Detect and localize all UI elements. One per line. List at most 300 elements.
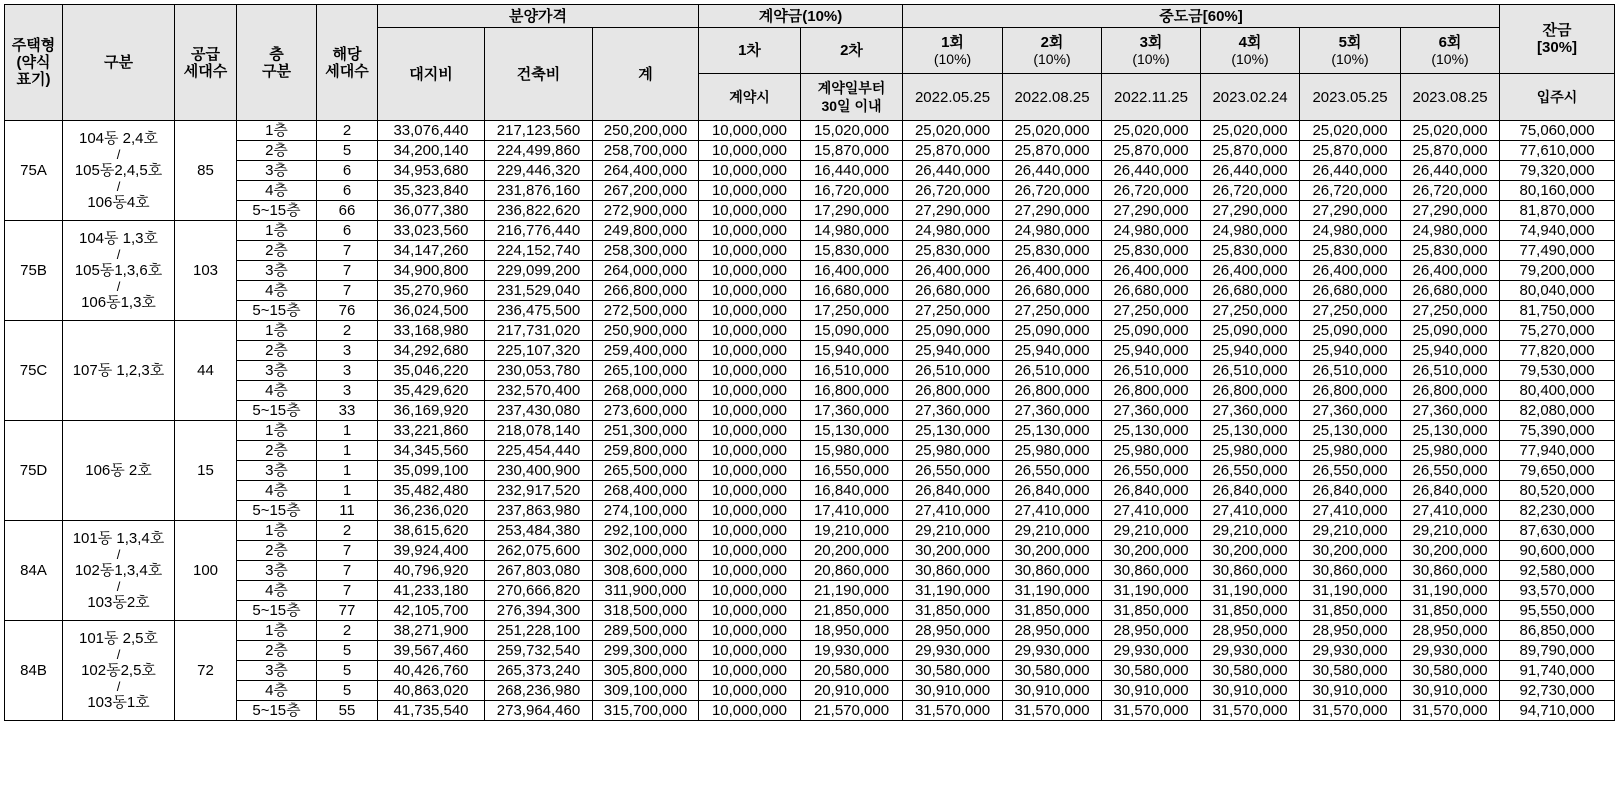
deposit-2-cell: 18,950,000 — [801, 621, 903, 641]
interim-1-cell: 26,680,000 — [903, 281, 1003, 301]
interim-6-cell: 30,910,000 — [1401, 681, 1500, 701]
interim-5-cell: 26,440,000 — [1300, 161, 1401, 181]
building-cost-cell: 230,053,780 — [485, 361, 593, 381]
balance-cell: 80,040,000 — [1500, 281, 1615, 301]
deposit-2-cell: 15,090,000 — [801, 321, 903, 341]
interim-6-cell: 26,840,000 — [1401, 481, 1500, 501]
units-cell: 1 — [317, 461, 378, 481]
interim-4-cell: 30,200,000 — [1201, 541, 1300, 561]
building-cost-cell: 224,152,740 — [485, 241, 593, 261]
interim-2-cell: 26,400,000 — [1003, 261, 1102, 281]
interim-2-cell: 26,800,000 — [1003, 381, 1102, 401]
balance-cell: 79,320,000 — [1500, 161, 1615, 181]
table-row — [5, 261, 1615, 281]
land-cost-cell: 38,615,620 — [378, 521, 485, 541]
deposit-2-cell: 21,190,000 — [801, 581, 903, 601]
deposit-1-cell: 10,000,000 — [699, 141, 801, 161]
deposit-1-cell: 10,000,000 — [699, 461, 801, 481]
category-line: 103동2호 — [87, 593, 150, 611]
land-cost-cell: 41,233,180 — [378, 581, 485, 601]
balance-cell: 86,850,000 — [1500, 621, 1615, 641]
interim-5-cell: 26,400,000 — [1300, 261, 1401, 281]
interim-5-cell: 26,550,000 — [1300, 461, 1401, 481]
land-cost-cell: 42,105,700 — [378, 601, 485, 621]
interim-1-cell: 27,410,000 — [903, 501, 1003, 521]
deposit-2-cell: 19,930,000 — [801, 641, 903, 661]
deposit-1-cell: 10,000,000 — [699, 341, 801, 361]
balance-cell: 77,940,000 — [1500, 441, 1615, 461]
total-price-cell: 268,400,000 — [593, 481, 699, 501]
building-cost-cell: 231,876,160 — [485, 181, 593, 201]
interim-1-cell: 26,840,000 — [903, 481, 1003, 501]
units-cell: 76 — [317, 301, 378, 321]
interim-2-cell: 25,130,000 — [1003, 421, 1102, 441]
land-cost-cell: 35,323,840 — [378, 181, 485, 201]
units-cell: 66 — [317, 201, 378, 221]
housing-type-cell: 84B — [5, 621, 63, 721]
deposit-1-cell: 10,000,000 — [699, 641, 801, 661]
deposit-1-cell: 10,000,000 — [699, 161, 801, 181]
interim-2-cell: 26,440,000 — [1003, 161, 1102, 181]
interim-2-cell: 25,980,000 — [1003, 441, 1102, 461]
table-row — [5, 661, 1615, 681]
building-cost-cell: 229,099,200 — [485, 261, 593, 281]
units-cell: 7 — [317, 541, 378, 561]
separator-slash: / — [116, 546, 121, 562]
interim-5-cell: 25,940,000 — [1300, 341, 1401, 361]
floor-cell: 1층 — [237, 421, 317, 441]
interim-2-cell: 29,210,000 — [1003, 521, 1102, 541]
balance-cell: 92,730,000 — [1500, 681, 1615, 701]
deposit-2-cell: 20,910,000 — [801, 681, 903, 701]
interim-4-cell: 29,210,000 — [1201, 521, 1300, 541]
interim-3-cell: 31,850,000 — [1102, 601, 1201, 621]
units-cell: 5 — [317, 681, 378, 701]
deposit-1-cell: 10,000,000 — [699, 481, 801, 501]
deposit-1-cell: 10,000,000 — [699, 281, 801, 301]
balance-cell: 80,160,000 — [1500, 181, 1615, 201]
total-price-cell: 259,800,000 — [593, 441, 699, 461]
header-deposit: 계약금(10%) — [699, 5, 903, 28]
interim-5-cell: 30,910,000 — [1300, 681, 1401, 701]
land-cost-cell: 35,099,100 — [378, 461, 485, 481]
land-cost-cell: 39,924,400 — [378, 541, 485, 561]
header-total: 계 — [593, 28, 699, 121]
interim-4-cell: 30,910,000 — [1201, 681, 1300, 701]
interim-6-cell: 26,510,000 — [1401, 361, 1500, 381]
interim-2-cell: 30,860,000 — [1003, 561, 1102, 581]
total-price-cell: 264,400,000 — [593, 161, 699, 181]
interim-5-cell: 25,870,000 — [1300, 141, 1401, 161]
interim-6-cell: 27,250,000 — [1401, 301, 1500, 321]
deposit-1-cell: 10,000,000 — [699, 681, 801, 701]
deposit-2-cell: 17,360,000 — [801, 401, 903, 421]
separator-slash: / — [116, 278, 121, 294]
building-cost-cell: 267,803,080 — [485, 561, 593, 581]
interim-3-cell: 29,210,000 — [1102, 521, 1201, 541]
category-cell — [63, 621, 175, 721]
building-cost-cell: 273,964,460 — [485, 701, 593, 721]
sale-price-table — [4, 4, 1615, 721]
category-cell — [63, 521, 175, 621]
interim-1-cell: 31,190,000 — [903, 581, 1003, 601]
deposit-2-cell: 19,210,000 — [801, 521, 903, 541]
interim-6-cell: 29,210,000 — [1401, 521, 1500, 541]
deposit-2-cell: 16,440,000 — [801, 161, 903, 181]
deposit-2-cell: 20,580,000 — [801, 661, 903, 681]
land-cost-cell: 41,735,540 — [378, 701, 485, 721]
interim-3-cell: 26,720,000 — [1102, 181, 1201, 201]
units-cell: 7 — [317, 561, 378, 581]
deposit-1-cell: 10,000,000 — [699, 301, 801, 321]
balance-cell: 77,610,000 — [1500, 141, 1615, 161]
interim-1-cell: 30,910,000 — [903, 681, 1003, 701]
floor-cell: 4층 — [237, 481, 317, 501]
category-line: 101동 1,3,4호 — [72, 529, 165, 547]
deposit-1-cell: 10,000,000 — [699, 321, 801, 341]
interim-3-cell: 26,440,000 — [1102, 161, 1201, 181]
interim-2-cell: 29,930,000 — [1003, 641, 1102, 661]
balance-cell: 75,060,000 — [1500, 121, 1615, 141]
interim-4-cell: 31,190,000 — [1201, 581, 1300, 601]
separator-slash: / — [116, 246, 121, 262]
header-category: 구분 — [63, 5, 175, 121]
interim-4-cell: 25,020,000 — [1201, 121, 1300, 141]
header-units: 해당 세대수 — [317, 5, 378, 121]
deposit-1-cell: 10,000,000 — [699, 601, 801, 621]
table-row — [5, 181, 1615, 201]
land-cost-cell: 39,567,460 — [378, 641, 485, 661]
total-price-cell: 274,100,000 — [593, 501, 699, 521]
interim-6-cell: 26,680,000 — [1401, 281, 1500, 301]
interim-3-cell: 25,130,000 — [1102, 421, 1201, 441]
interim-2-cell: 26,840,000 — [1003, 481, 1102, 501]
interim-5-cell: 29,210,000 — [1300, 521, 1401, 541]
units-cell: 3 — [317, 381, 378, 401]
header-interim-1: 1회 (10%) — [903, 28, 1003, 74]
interim-2-cell: 25,830,000 — [1003, 241, 1102, 261]
building-cost-cell: 231,529,040 — [485, 281, 593, 301]
deposit-2-cell: 16,800,000 — [801, 381, 903, 401]
interim-6-cell: 25,020,000 — [1401, 121, 1500, 141]
total-price-cell: 265,100,000 — [593, 361, 699, 381]
deposit-2-cell: 16,550,000 — [801, 461, 903, 481]
header-interim-4: 4회 (10%) — [1201, 28, 1300, 74]
units-cell: 2 — [317, 321, 378, 341]
interim-3-cell: 31,190,000 — [1102, 581, 1201, 601]
total-price-cell: 267,200,000 — [593, 181, 699, 201]
deposit-1-cell: 10,000,000 — [699, 261, 801, 281]
category-line: 106동1,3호 — [81, 293, 156, 311]
supply-units-cell: 72 — [175, 621, 237, 721]
interim-6-cell: 26,800,000 — [1401, 381, 1500, 401]
interim-5-cell: 29,930,000 — [1300, 641, 1401, 661]
interim-3-cell: 26,400,000 — [1102, 261, 1201, 281]
category-line: 104동 2,4호 — [78, 129, 159, 147]
floor-cell: 3층 — [237, 561, 317, 581]
header-floor-category: 층 구분 — [237, 5, 317, 121]
balance-cell: 82,230,000 — [1500, 501, 1615, 521]
header-interim: 중도금[60%] — [903, 5, 1500, 28]
interim-5-cell: 27,410,000 — [1300, 501, 1401, 521]
total-price-cell: 250,200,000 — [593, 121, 699, 141]
building-cost-cell: 253,484,380 — [485, 521, 593, 541]
separator-slash: / — [116, 578, 121, 594]
deposit-1-cell: 10,000,000 — [699, 361, 801, 381]
deposit-2-cell: 15,020,000 — [801, 121, 903, 141]
floor-cell: 5~15층 — [237, 201, 317, 221]
interim-6-cell: 27,410,000 — [1401, 501, 1500, 521]
total-price-cell: 272,500,000 — [593, 301, 699, 321]
balance-cell: 81,750,000 — [1500, 301, 1615, 321]
category-cell — [63, 321, 175, 421]
units-cell: 5 — [317, 661, 378, 681]
building-cost-cell: 232,570,400 — [485, 381, 593, 401]
land-cost-cell: 35,429,620 — [378, 381, 485, 401]
units-cell: 5 — [317, 641, 378, 661]
building-cost-cell: 232,917,520 — [485, 481, 593, 501]
balance-cell: 91,740,000 — [1500, 661, 1615, 681]
total-price-cell: 299,300,000 — [593, 641, 699, 661]
building-cost-cell: 224,499,860 — [485, 141, 593, 161]
interim-2-cell: 25,090,000 — [1003, 321, 1102, 341]
building-cost-cell: 218,078,140 — [485, 421, 593, 441]
interim-6-cell: 25,130,000 — [1401, 421, 1500, 441]
housing-type-cell: 84A — [5, 521, 63, 621]
interim-5-cell: 27,360,000 — [1300, 401, 1401, 421]
interim-4-cell: 26,840,000 — [1201, 481, 1300, 501]
table-header — [5, 5, 1615, 121]
interim-6-cell: 26,440,000 — [1401, 161, 1500, 181]
separator-slash: / — [116, 146, 121, 162]
interim-5-cell: 31,850,000 — [1300, 601, 1401, 621]
interim-6-cell: 31,850,000 — [1401, 601, 1500, 621]
total-price-cell: 272,900,000 — [593, 201, 699, 221]
floor-cell: 4층 — [237, 281, 317, 301]
interim-1-cell: 25,090,000 — [903, 321, 1003, 341]
category-line: 106동 2호 — [85, 461, 152, 479]
category-line: 102동1,3,4호 — [74, 561, 163, 579]
interim-1-cell: 25,130,000 — [903, 421, 1003, 441]
table-row — [5, 381, 1615, 401]
deposit-1-cell: 10,000,000 — [699, 541, 801, 561]
interim-4-cell: 26,680,000 — [1201, 281, 1300, 301]
deposit-2-cell: 21,850,000 — [801, 601, 903, 621]
deposit-2-cell: 21,570,000 — [801, 701, 903, 721]
floor-cell: 1층 — [237, 221, 317, 241]
interim-3-cell: 24,980,000 — [1102, 221, 1201, 241]
interim-3-cell: 27,290,000 — [1102, 201, 1201, 221]
interim-2-cell: 30,580,000 — [1003, 661, 1102, 681]
interim-2-cell: 25,020,000 — [1003, 121, 1102, 141]
floor-cell: 2층 — [237, 541, 317, 561]
building-cost-cell: 276,394,300 — [485, 601, 593, 621]
interim-6-cell: 25,830,000 — [1401, 241, 1500, 261]
floor-cell: 5~15층 — [237, 301, 317, 321]
category-line: 102동2,5호 — [81, 661, 156, 679]
units-cell: 7 — [317, 261, 378, 281]
supply-units-cell: 103 — [175, 221, 237, 321]
total-price-cell: 249,800,000 — [593, 221, 699, 241]
interim-6-cell: 26,720,000 — [1401, 181, 1500, 201]
header-interim-2: 2회 (10%) — [1003, 28, 1102, 74]
interim-6-cell: 25,090,000 — [1401, 321, 1500, 341]
building-cost-cell: 237,430,080 — [485, 401, 593, 421]
interim-6-cell: 25,870,000 — [1401, 141, 1500, 161]
interim-5-cell: 24,980,000 — [1300, 221, 1401, 241]
interim-3-cell: 25,980,000 — [1102, 441, 1201, 461]
supply-units-cell: 15 — [175, 421, 237, 521]
deposit-1-cell: 10,000,000 — [699, 421, 801, 441]
interim-1-cell: 31,570,000 — [903, 701, 1003, 721]
deposit-1-cell: 10,000,000 — [699, 441, 801, 461]
interim-6-cell: 29,930,000 — [1401, 641, 1500, 661]
interim-2-cell: 25,870,000 — [1003, 141, 1102, 161]
interim-1-cell: 25,980,000 — [903, 441, 1003, 461]
header-sale-price: 분양가격 — [378, 5, 699, 28]
interim-3-cell: 27,360,000 — [1102, 401, 1201, 421]
floor-cell: 5~15층 — [237, 701, 317, 721]
interim-1-cell: 26,550,000 — [903, 461, 1003, 481]
header-deposit-1: 1차 — [699, 28, 801, 74]
floor-cell: 1층 — [237, 621, 317, 641]
category-line: 101동 2,5호 — [78, 629, 159, 647]
floor-cell: 5~15층 — [237, 401, 317, 421]
deposit-1-cell: 10,000,000 — [699, 561, 801, 581]
header-interim-5-date: 2023.05.25 — [1300, 74, 1401, 121]
total-price-cell: 318,500,000 — [593, 601, 699, 621]
deposit-1-cell: 10,000,000 — [699, 241, 801, 261]
interim-1-cell: 24,980,000 — [903, 221, 1003, 241]
units-cell: 3 — [317, 341, 378, 361]
header-land-cost: 대지비 — [378, 28, 485, 121]
floor-cell: 3층 — [237, 261, 317, 281]
balance-cell: 87,630,000 — [1500, 521, 1615, 541]
floor-cell: 5~15층 — [237, 501, 317, 521]
land-cost-cell: 36,236,020 — [378, 501, 485, 521]
units-cell: 55 — [317, 701, 378, 721]
table-row — [5, 521, 1615, 541]
interim-1-cell: 30,580,000 — [903, 661, 1003, 681]
deposit-1-cell: 10,000,000 — [699, 381, 801, 401]
units-cell: 2 — [317, 621, 378, 641]
category-cell — [63, 221, 175, 321]
category-line: 105동2,4,5호 — [74, 161, 163, 179]
interim-3-cell: 26,510,000 — [1102, 361, 1201, 381]
interim-1-cell: 25,020,000 — [903, 121, 1003, 141]
header-deposit-2-when: 계약일부터 30일 이내 — [801, 74, 903, 121]
header-interim-4-date: 2023.02.24 — [1201, 74, 1300, 121]
floor-cell: 4층 — [237, 381, 317, 401]
header-interim-1-date: 2022.05.25 — [903, 74, 1003, 121]
building-cost-cell: 225,454,440 — [485, 441, 593, 461]
land-cost-cell: 40,796,920 — [378, 561, 485, 581]
deposit-1-cell: 10,000,000 — [699, 521, 801, 541]
interim-5-cell: 31,570,000 — [1300, 701, 1401, 721]
building-cost-cell: 259,732,540 — [485, 641, 593, 661]
floor-cell: 2층 — [237, 641, 317, 661]
interim-4-cell: 27,250,000 — [1201, 301, 1300, 321]
land-cost-cell: 38,271,900 — [378, 621, 485, 641]
deposit-1-cell: 10,000,000 — [699, 621, 801, 641]
category-cell — [63, 421, 175, 521]
interim-4-cell: 30,580,000 — [1201, 661, 1300, 681]
table-row — [5, 701, 1615, 721]
interim-3-cell: 30,910,000 — [1102, 681, 1201, 701]
building-cost-cell: 225,107,320 — [485, 341, 593, 361]
floor-cell: 3층 — [237, 461, 317, 481]
deposit-2-cell: 15,940,000 — [801, 341, 903, 361]
balance-cell: 82,080,000 — [1500, 401, 1615, 421]
building-cost-cell: 236,475,500 — [485, 301, 593, 321]
land-cost-cell: 36,024,500 — [378, 301, 485, 321]
interim-5-cell: 26,800,000 — [1300, 381, 1401, 401]
total-price-cell: 311,900,000 — [593, 581, 699, 601]
interim-6-cell: 27,360,000 — [1401, 401, 1500, 421]
header-interim-6: 6회 (10%) — [1401, 28, 1500, 74]
land-cost-cell: 34,953,680 — [378, 161, 485, 181]
interim-5-cell: 26,840,000 — [1300, 481, 1401, 501]
deposit-2-cell: 15,980,000 — [801, 441, 903, 461]
balance-cell: 93,570,000 — [1500, 581, 1615, 601]
header-deposit-1-when: 계약시 — [699, 74, 801, 121]
table-row — [5, 581, 1615, 601]
housing-type-cell: 75A — [5, 121, 63, 221]
floor-cell: 1층 — [237, 321, 317, 341]
interim-4-cell: 31,850,000 — [1201, 601, 1300, 621]
interim-3-cell: 25,870,000 — [1102, 141, 1201, 161]
interim-5-cell: 28,950,000 — [1300, 621, 1401, 641]
interim-2-cell: 25,940,000 — [1003, 341, 1102, 361]
balance-cell: 79,650,000 — [1500, 461, 1615, 481]
interim-3-cell: 28,950,000 — [1102, 621, 1201, 641]
building-cost-cell: 217,731,020 — [485, 321, 593, 341]
interim-5-cell: 26,510,000 — [1300, 361, 1401, 381]
deposit-1-cell: 10,000,000 — [699, 661, 801, 681]
land-cost-cell: 34,900,800 — [378, 261, 485, 281]
balance-cell: 81,870,000 — [1500, 201, 1615, 221]
deposit-1-cell: 10,000,000 — [699, 701, 801, 721]
units-cell: 7 — [317, 581, 378, 601]
interim-4-cell: 24,980,000 — [1201, 221, 1300, 241]
floor-cell: 5~15층 — [237, 601, 317, 621]
interim-4-cell: 27,410,000 — [1201, 501, 1300, 521]
table-row — [5, 541, 1615, 561]
interim-6-cell: 31,190,000 — [1401, 581, 1500, 601]
floor-cell: 2층 — [237, 441, 317, 461]
land-cost-cell: 34,292,680 — [378, 341, 485, 361]
table-row — [5, 341, 1615, 361]
interim-4-cell: 26,720,000 — [1201, 181, 1300, 201]
total-price-cell: 268,000,000 — [593, 381, 699, 401]
interim-4-cell: 26,440,000 — [1201, 161, 1300, 181]
interim-5-cell: 30,860,000 — [1300, 561, 1401, 581]
interim-2-cell: 26,550,000 — [1003, 461, 1102, 481]
interim-4-cell: 31,570,000 — [1201, 701, 1300, 721]
total-price-cell: 251,300,000 — [593, 421, 699, 441]
floor-cell: 1층 — [237, 521, 317, 541]
interim-2-cell: 27,360,000 — [1003, 401, 1102, 421]
header-building-cost: 건축비 — [485, 28, 593, 121]
interim-1-cell: 26,720,000 — [903, 181, 1003, 201]
land-cost-cell: 40,863,020 — [378, 681, 485, 701]
interim-6-cell: 30,580,000 — [1401, 661, 1500, 681]
table-row — [5, 281, 1615, 301]
interim-1-cell: 27,360,000 — [903, 401, 1003, 421]
header-housing-type: 주택형 (약식 표기) — [5, 5, 63, 121]
table-row — [5, 201, 1615, 221]
interim-6-cell: 25,940,000 — [1401, 341, 1500, 361]
